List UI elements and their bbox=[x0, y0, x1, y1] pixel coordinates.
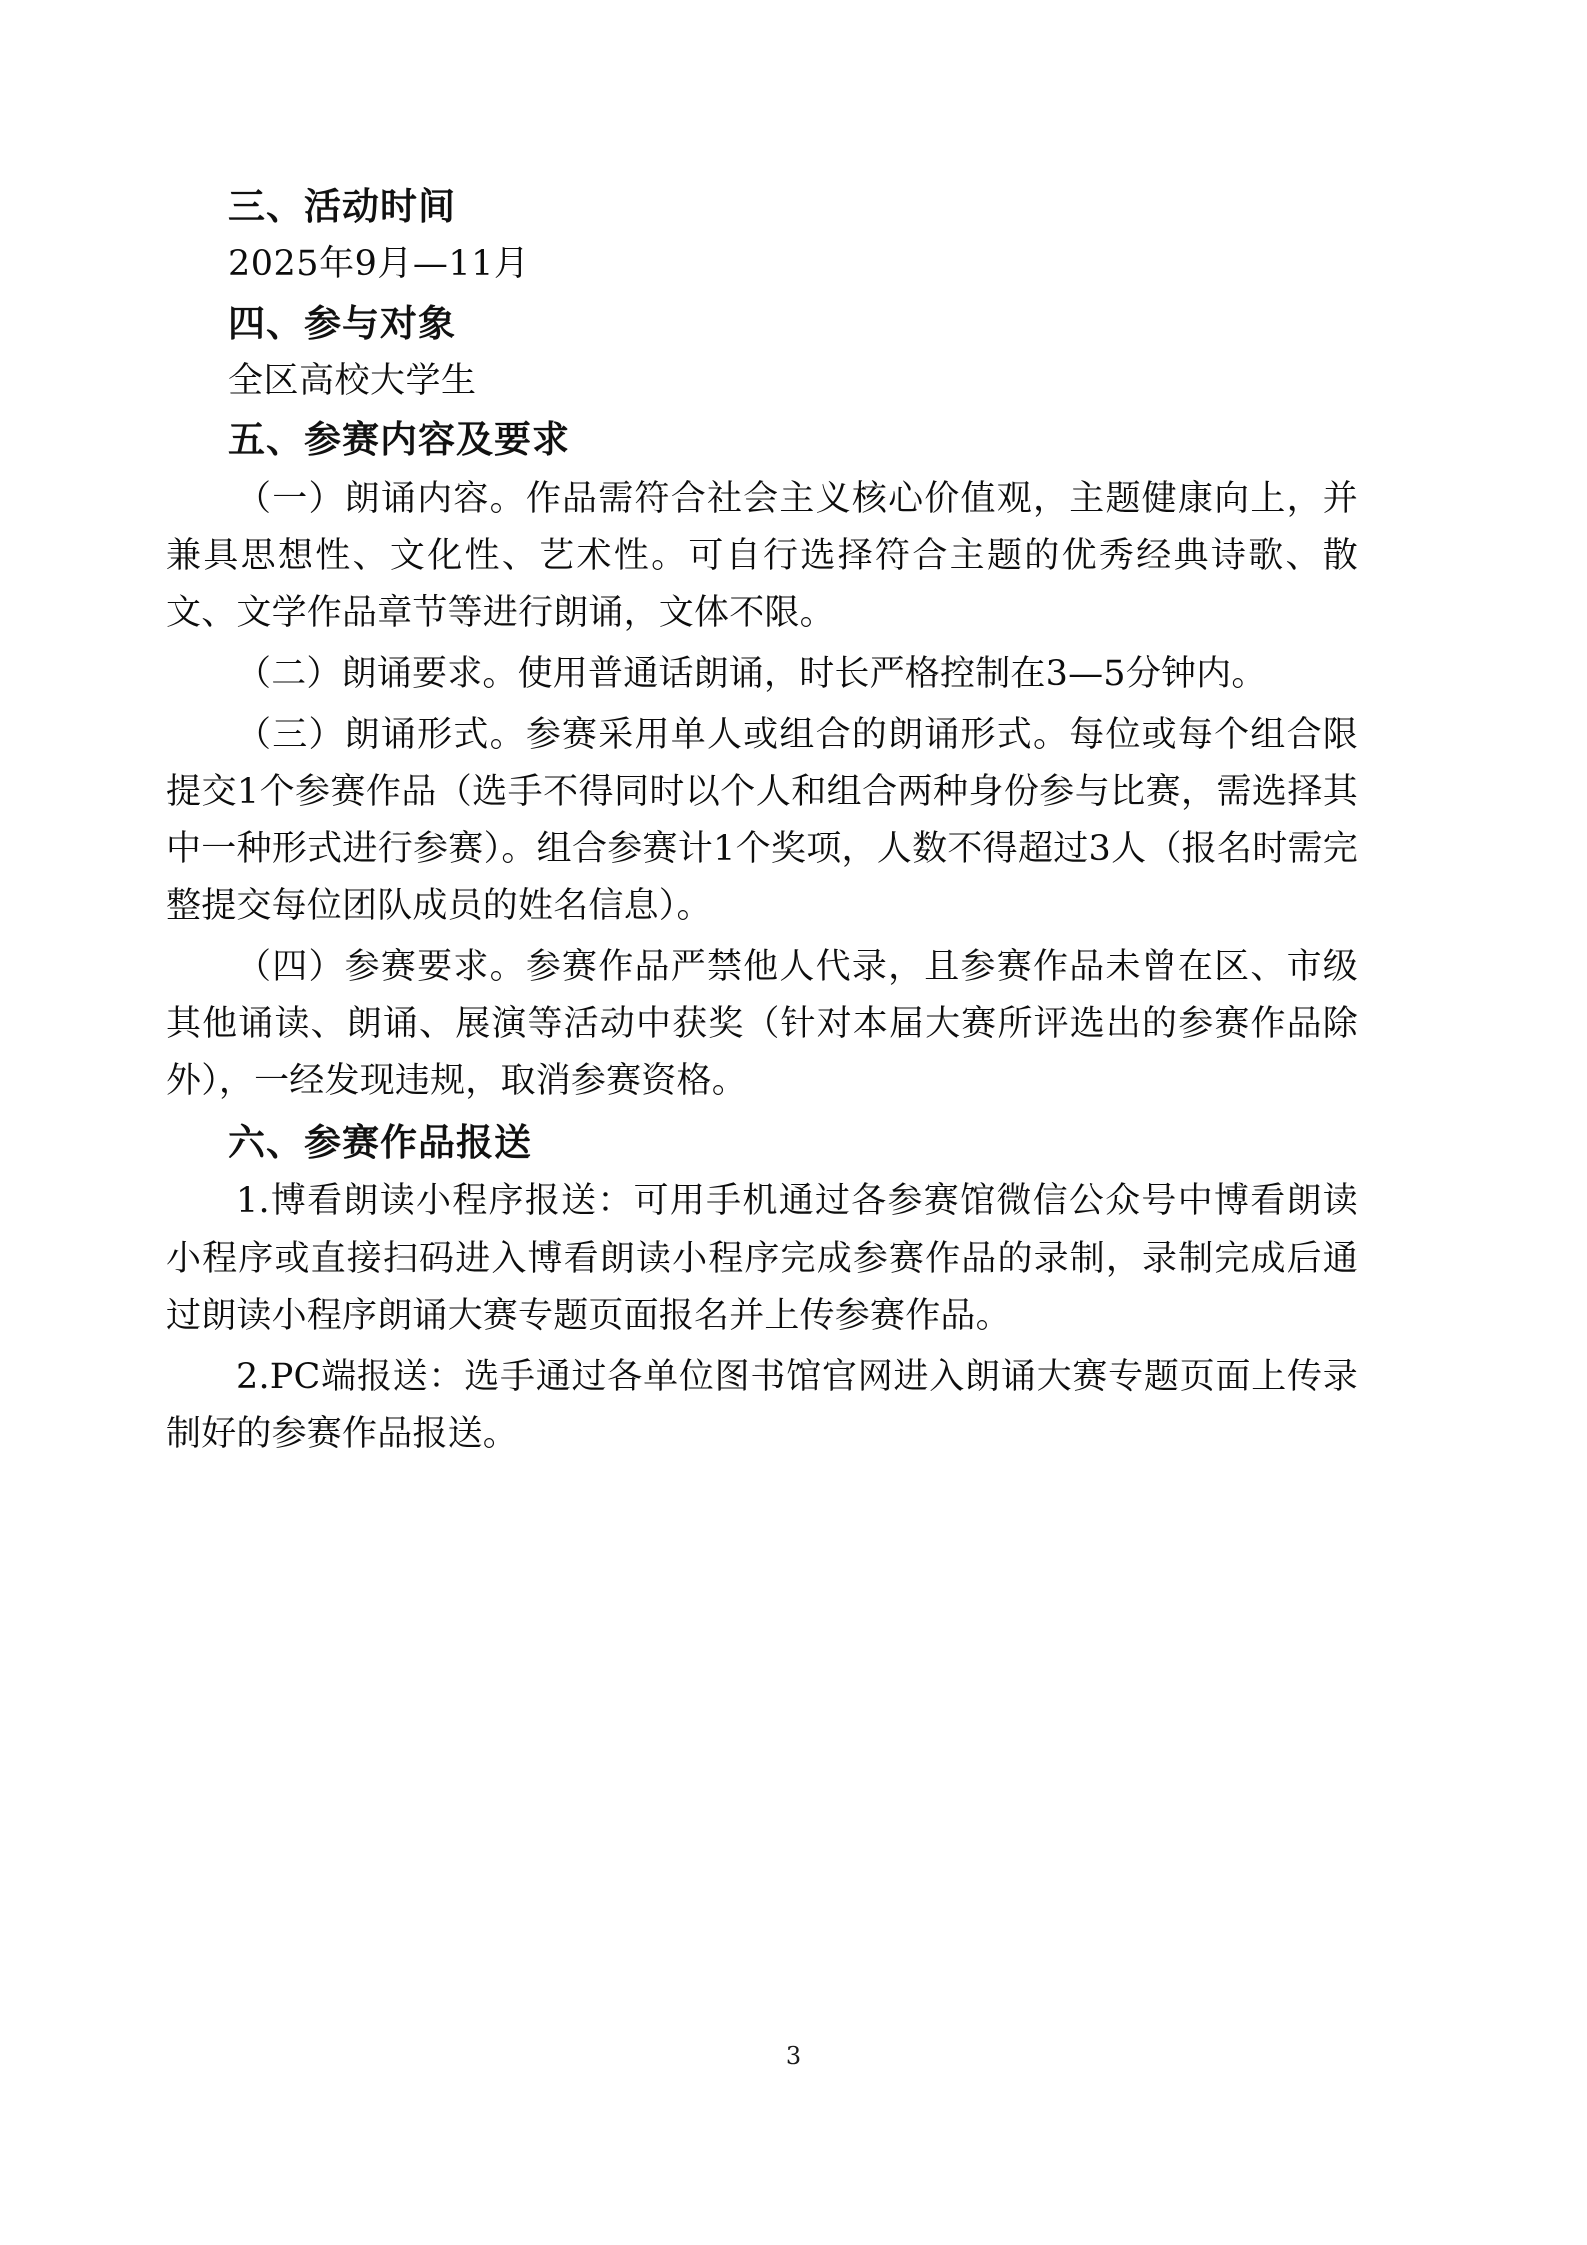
section-heading-submission: 六、参赛作品报送 bbox=[228, 1121, 532, 1165]
page-number: 3 bbox=[785, 2042, 802, 2070]
paragraph-recitation-content: （一）朗诵内容。作品需符合社会主义核心价值观，主题健康向上，并兼具思想性、文化性、艺术性。可自行选择符合主题的优秀经典诗歌、散文、文学作品章节等进行朗诵，文体不限。 bbox=[166, 478, 1358, 633]
paragraph-recitation-format: （三）朗诵形式。参赛采用单人或组合的朗诵形式。每位或每个组合限提交1个参赛作品（选手不得同时以个人和组合两种身份参与比赛，需选择其中一种形式进行参赛）。组合参赛计1个奖项，人数不得超过3人（报名时需完整提交每位团队成员的姓名信息）。 bbox=[166, 714, 1358, 926]
document-content bbox=[166, 178, 1358, 1467]
paragraph-pc-submission: 2.PC端报送：选手通过各单位图书馆官网进入朗诵大赛专题页面上传录制好的参赛作品报送。 bbox=[166, 1356, 1358, 1454]
section-heading-participants: 四、参与对象 bbox=[228, 301, 456, 345]
activity-time-text: 2025年9月—11月 bbox=[228, 244, 530, 285]
paragraph-miniprogram-submission: 1.博看朗读小程序报送：可用手机通过各参赛馆微信公众号中博看朗读小程序或直接扫码进入博看朗读小程序完成参赛作品的录制，录制完成后通过朗读小程序朗诵大赛专题页面报名并上传参赛作品。 bbox=[166, 1181, 1358, 1336]
section-heading-content-requirements: 五、参赛内容及要求 bbox=[228, 418, 570, 462]
paragraph-recitation-requirements: （二）朗诵要求。使用普通话朗诵，时长严格控制在3—5分钟内。 bbox=[236, 653, 1267, 694]
participants-text: 全区高校大学生 bbox=[228, 360, 477, 401]
section-heading-activity-time: 三、活动时间 bbox=[228, 185, 456, 228]
paragraph-entry-requirements: （四）参赛要求。参赛作品严禁他人代录，且参赛作品未曾在区、市级其他诵读、朗诵、展演等活动中获奖（针对本届大赛所评选出的参赛作品除外），一经发现违规，取消参赛资格。 bbox=[166, 947, 1358, 1102]
